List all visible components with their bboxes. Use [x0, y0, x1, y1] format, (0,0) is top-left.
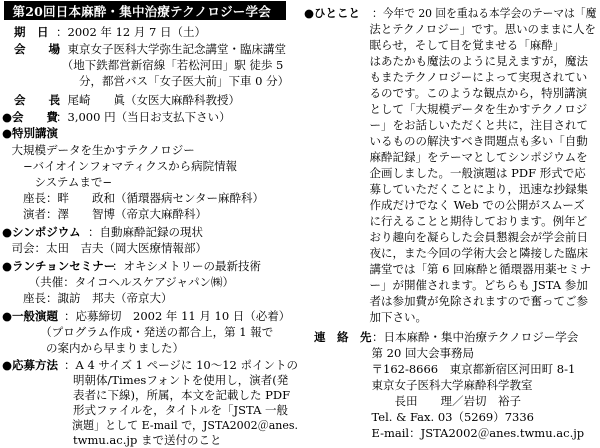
luncheon-chair: 座長：諏訪 邦夫（帝京大） — [0, 291, 173, 305]
comment-line: に行えることと期待しております。例年ど — [358, 214, 588, 228]
special-lecture-chair: 座長：畔 政和（循環器病センター麻酔科） — [0, 191, 265, 205]
luncheon-label: ●ランチョンセミナー — [2, 259, 116, 273]
contact-line: E-mail：JSTA2002＠anes.twmu.ac.jp — [360, 426, 585, 440]
date-value: ：2002 年 12 月 7 日（土） — [56, 25, 206, 39]
application-line: 演題」として E-mail で，JSTA2002＠anes. — [50, 418, 299, 432]
contact-line: ：日本麻酔・集中治療テクノロジー学会 — [372, 330, 579, 344]
special-lecture-title: 大規模データを生かすテクノロジー — [0, 143, 195, 157]
fee-label: ●会 費 — [2, 110, 59, 124]
contact-line: 第 20 回大会事務局 — [360, 346, 474, 360]
general-abstract-note: の案内から早まりました） — [0, 341, 184, 355]
comment-line: るのです。このような観点から，特別講演 — [358, 86, 588, 100]
application-line: ：A 4 サイズ 1 ページに 10〜12 ポイントの — [64, 358, 298, 372]
comment-line: 講堂では「第 6 回麻酔と循環器用薬セミナ — [358, 262, 592, 276]
comment-line: 麻酔記録」をテーマとしてシンポジウムを — [358, 150, 588, 164]
special-lecture-subtitle: システムまで− — [0, 175, 112, 189]
luncheon-topic: ：オキシメトリーの最新技術 — [112, 259, 262, 273]
comment-line: ：今年で 20 回を重ねる本学会のテーマは「魔 — [372, 6, 597, 20]
venue-line: 分，都営バス「女子医大前」下車 0 分） — [56, 74, 290, 88]
fee-value: ：3,000 円（当日お支払下さい） — [56, 110, 231, 124]
special-lecture-label: ●特別講演 — [2, 126, 59, 140]
comment-line: 眠らせ，そして目を覚ませる「麻酔」 — [358, 38, 565, 52]
comment-line: 法とテクノロジー」です。思いのままに人を — [358, 22, 596, 36]
contact-line: Tel. & Fax. 03（5269）7336 — [360, 410, 534, 424]
comment-line: として「大規模データを生かすテクノロジ — [358, 102, 588, 116]
luncheon-sponsor: （共催：タイコヘルスケアジャパン㈱） — [0, 275, 235, 289]
comment-label: ●ひとこと — [304, 6, 361, 20]
general-abstract-label: ●一般演題 — [2, 309, 59, 323]
comment-line: 募していただくことにより，迅速な抄録集 — [358, 182, 588, 196]
date-label: 期 日 — [14, 25, 49, 39]
contact-label: 連 絡 先 — [314, 330, 372, 344]
meeting-title-banner: 第20回日本麻酔・集中治療テクノロジー学会 — [4, 1, 286, 20]
general-abstract-deadline: ：応募締切 2002 年 11 月 10 日（必着） — [64, 309, 291, 323]
comment-line: 夜に，また今回の学術大会と隣接した臨床 — [358, 246, 588, 260]
special-lecture-subtitle: −バイオインフォマティクスから病院情報 — [0, 159, 238, 173]
application-line: 表者に下線)，所属，本文を記載した PDF — [50, 388, 291, 402]
application-line: twmu.ac.jp まで送付のこと — [50, 433, 222, 447]
comment-line: もまたテクノロジーによって実現されてい — [358, 70, 588, 84]
comment-line: ー」をお話しいただくと共に，注目されて — [358, 118, 588, 132]
special-lecture-speaker: 演者：澤 智博（帝京大麻酔科） — [0, 207, 207, 221]
chair-value: ：尾崎 眞（女医大麻酔科教授） — [56, 93, 240, 107]
contact-line: 〒162-8666 東京都新宿区河田町 8-1 — [360, 362, 576, 376]
general-abstract-note: （プログラム作成・発送の都合上，第 1 報で — [0, 325, 274, 339]
comment-line: はあたかも魔法のように見えますが，魔法 — [358, 54, 588, 68]
symposium-label: ●シンポジウム — [2, 225, 81, 239]
venue-label: 会 場 — [14, 42, 60, 56]
comment-line: 者は参加費が免除されますので奮ってご参 — [358, 294, 588, 308]
application-label: ●応募方法 — [2, 358, 59, 372]
chair-label: 会 長 — [14, 93, 60, 107]
application-line: 明朝体/Timesフォントを使用し，演者(発 — [50, 373, 289, 387]
comment-line: いるものの解決すべき問題点も多い「自動 — [358, 134, 588, 148]
venue-line: ：東京女子医科大学弥生記念講堂・臨床講堂 — [56, 42, 286, 56]
contact-line: 長田 理／岩切 裕子 — [360, 394, 521, 408]
symposium-moderator: 司会：太田 吉夫（岡大医療情報部） — [0, 241, 207, 255]
application-line: 形式ファイルを，タイトルを「JSTA 一般 — [50, 403, 289, 417]
comment-line: 作成だけでなく Web での公開がスムーズ — [358, 198, 585, 212]
symposium-topic: ：自動麻酔記録の現状 — [88, 225, 203, 239]
contact-line: 東京女子医科大学麻酔科学教室 — [360, 378, 533, 392]
venue-line: （地下鉄都営新宿線「若松河田」駅 徒歩 5 — [56, 58, 284, 72]
comment-line: 企画しました。一般演題は PDF 形式で応 — [358, 166, 586, 180]
comment-line: おり趣向を凝らした会員懇親会が学会前日 — [358, 230, 588, 244]
comment-line: 加下さい。 — [358, 310, 427, 324]
comment-line: ー」が開催されます。どちらも JSTA 参加 — [358, 278, 588, 292]
